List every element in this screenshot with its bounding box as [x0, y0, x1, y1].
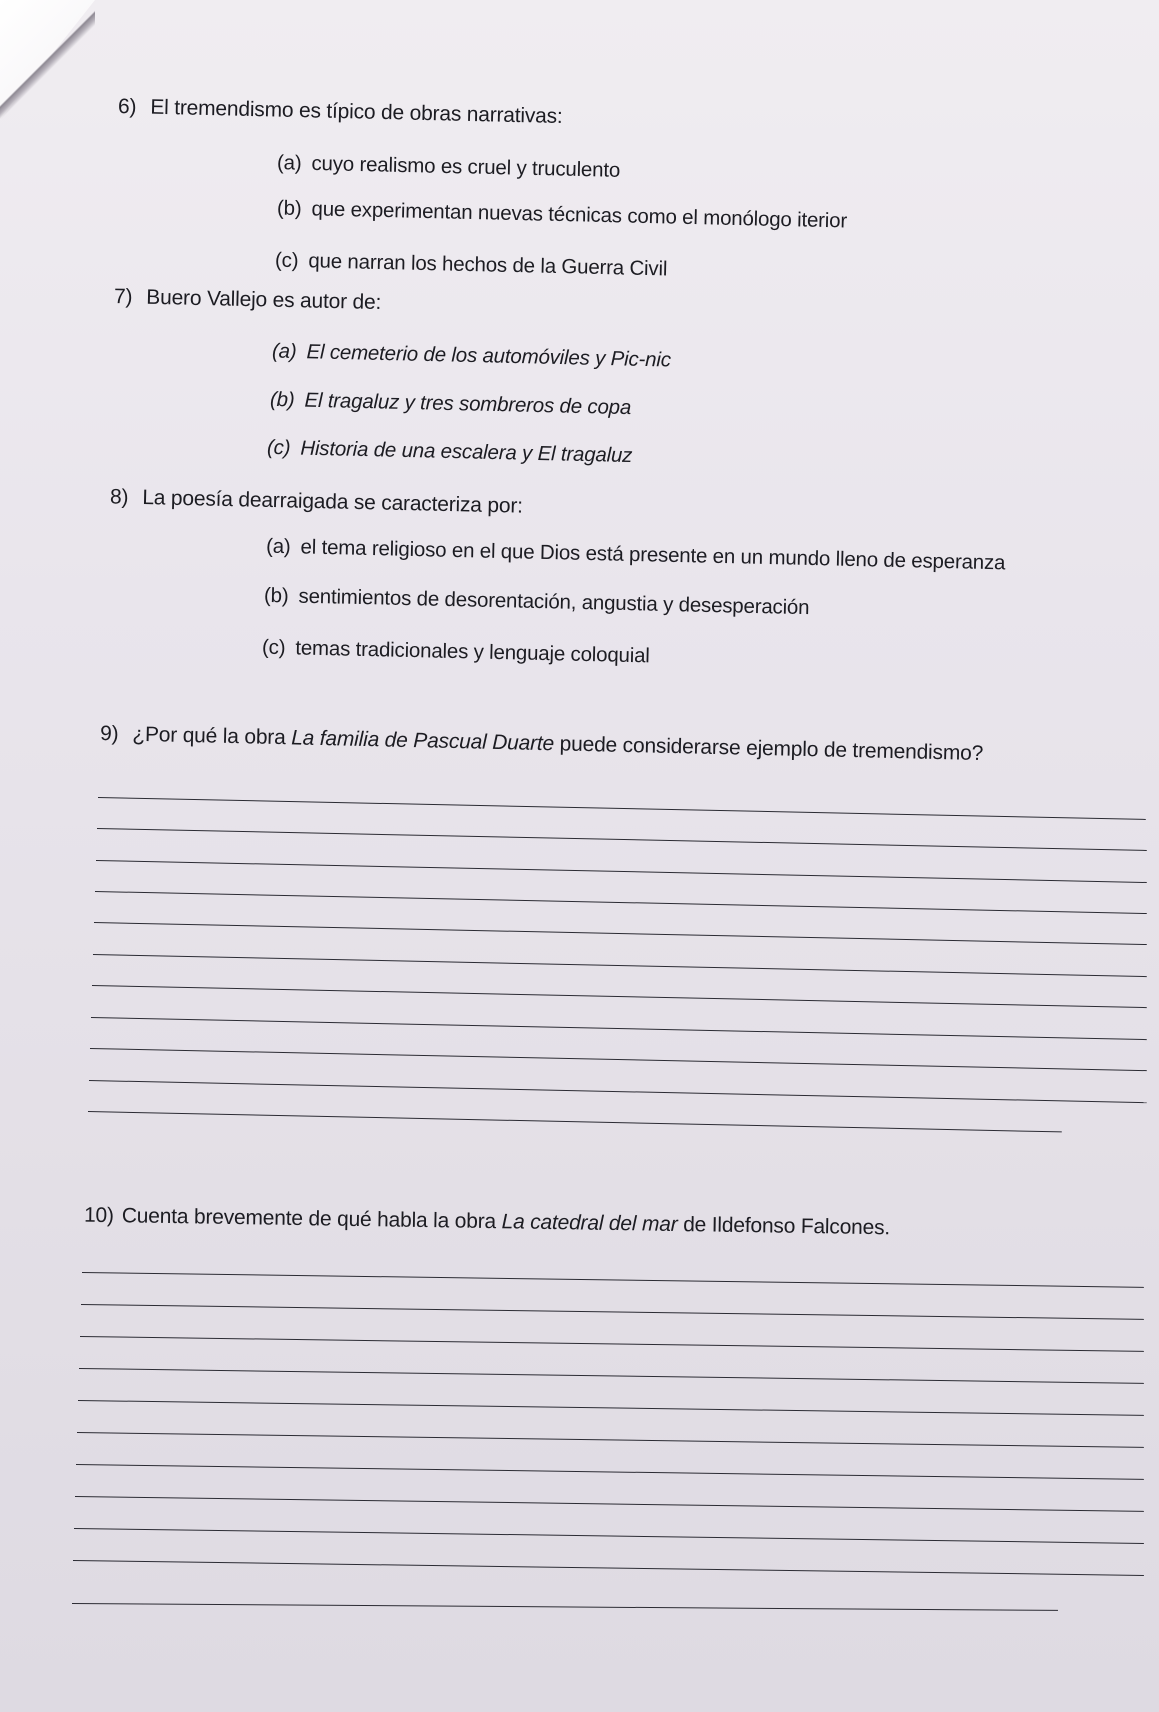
option-text: cuyo realismo es cruel y truculento	[311, 151, 621, 182]
question-number: 9)	[99, 721, 119, 746]
option-letter: (b)	[276, 196, 302, 221]
answer-line[interactable]	[76, 1464, 1144, 1480]
option-letter: (c)	[274, 248, 299, 273]
option-letter: (c)	[266, 435, 291, 460]
option-8b	[264, 584, 810, 620]
answer-line[interactable]	[97, 828, 1147, 851]
answer-line[interactable]	[89, 1080, 1147, 1103]
answer-line[interactable]	[73, 1560, 1144, 1576]
question-number: 7)	[113, 284, 133, 309]
answer-line[interactable]	[78, 1400, 1144, 1416]
option-6b	[277, 197, 847, 234]
question-text: El tremendismo es típico de obras narrativas:	[150, 95, 563, 129]
answer-line[interactable]	[96, 860, 1147, 883]
option-text: temas tradicionales y lenguaje coloquial	[295, 636, 650, 668]
option-letter: (a)	[265, 534, 291, 559]
answer-line[interactable]	[90, 1048, 1147, 1071]
question-text-end: puede considerarse ejemplo de tremendismo?	[553, 732, 984, 766]
option-letter: (b)	[263, 583, 289, 608]
option-letter: (a)	[276, 151, 302, 175]
option-text: el tema religioso en el que Dios está presente en un mundo lleno de esperanza	[300, 535, 1006, 575]
question-text-start: Cuenta brevemente de qué habla la obra	[121, 1204, 502, 1234]
option-text: El cemeterio de los automóviles y Pic-nic	[306, 340, 672, 372]
option-7a	[272, 339, 671, 372]
question-text: La poesía dearraigada se caracteriza por:	[142, 486, 524, 518]
option-letter: (b)	[269, 387, 295, 412]
option-7b	[270, 388, 632, 420]
question-number: 6)	[117, 94, 137, 119]
question-8	[110, 485, 523, 518]
question-text-start: ¿Por qué la obra	[132, 722, 292, 750]
answer-line[interactable]	[82, 1272, 1144, 1288]
answer-line[interactable]	[88, 1111, 1062, 1132]
answer-line[interactable]	[79, 1368, 1144, 1384]
answer-line[interactable]	[77, 1432, 1144, 1448]
option-text: que experimentan nuevas técnicas como el monólogo iterior	[311, 197, 848, 233]
question-6	[118, 95, 563, 129]
option-text: que narran los hechos de la Guerra Civil	[308, 249, 668, 281]
corner-shadow	[0, 0, 95, 120]
question-number: 8)	[109, 485, 129, 509]
answer-line[interactable]	[74, 1528, 1144, 1544]
option-6c	[275, 249, 668, 282]
answer-line[interactable]	[81, 1304, 1144, 1320]
answer-line[interactable]	[98, 797, 1146, 820]
option-text: El tragaluz y tres sombreros de copa	[304, 388, 632, 420]
option-8c	[262, 636, 650, 669]
answer-line[interactable]	[95, 891, 1147, 914]
question-number: 10)	[83, 1203, 115, 1228]
question-9	[100, 722, 984, 766]
answer-line[interactable]	[93, 954, 1147, 977]
option-6a	[277, 151, 621, 183]
question-text: Buero Vallejo es autor de:	[146, 285, 382, 315]
option-letter: (c)	[261, 635, 286, 660]
option-letter: (a)	[271, 339, 297, 364]
answer-line[interactable]	[94, 922, 1147, 945]
question-7	[114, 285, 382, 315]
answer-line[interactable]	[92, 985, 1147, 1008]
answer-line[interactable]	[75, 1496, 1144, 1512]
question-text-end: de Ildefonso Falcones.	[677, 1212, 891, 1240]
answer-line[interactable]	[72, 1603, 1058, 1611]
option-8a	[266, 535, 1006, 576]
work-title: La catedral del mar	[501, 1210, 678, 1236]
option-text: Historia de una escalera y El tragaluz	[300, 436, 633, 468]
answer-line[interactable]	[91, 1017, 1147, 1040]
question-10	[84, 1204, 890, 1241]
answer-line[interactable]	[80, 1336, 1144, 1352]
work-title: La familia de Pascual Duarte	[290, 726, 555, 756]
option-7c	[267, 436, 633, 468]
option-text: sentimientos de desorentación, angustia y desesperación	[298, 584, 810, 620]
